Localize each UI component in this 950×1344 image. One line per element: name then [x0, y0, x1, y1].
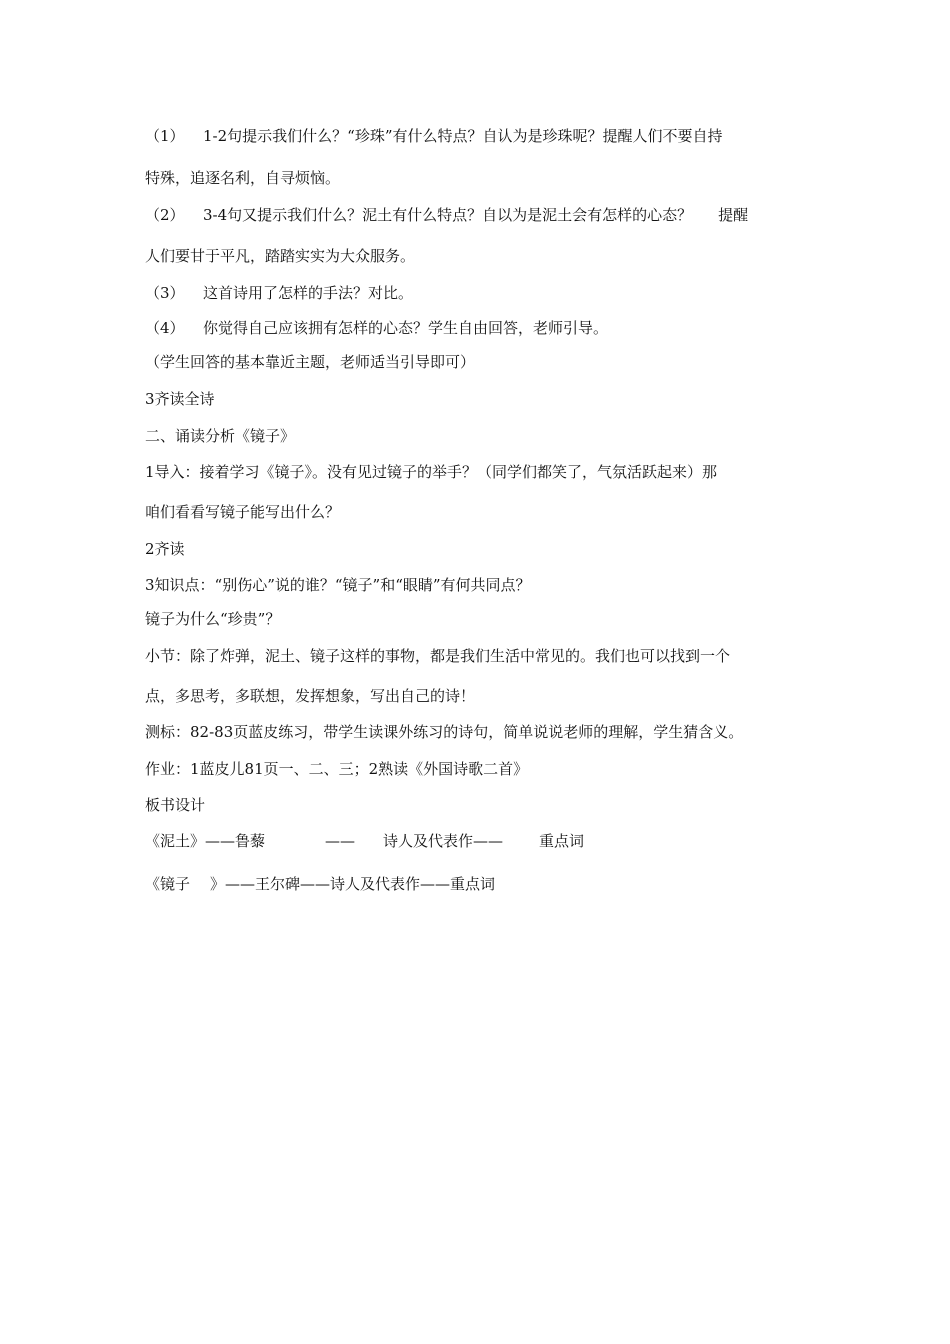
paragraph-text: 3知识点：“别伤心”说的谁？“镜子”和“眼睛”有何共同点？ [145, 576, 531, 594]
note-line [145, 352, 810, 372]
item-number: （1） [145, 127, 185, 145]
paragraph-text: 点，多思考，多联想，发挥想象，写出自己的诗！ [145, 687, 476, 705]
question-2-continuation [145, 246, 810, 266]
paragraph-text: 你觉得自己应该拥有怎样的心态？学生自由回答，老师引导。 [203, 319, 609, 337]
question-1-continuation [145, 168, 810, 188]
board-cell-title: 《泥土》——鲁藜 [145, 832, 266, 850]
board-design-heading [145, 795, 810, 815]
assessment-line [145, 722, 810, 742]
paragraph-text: 2齐读 [145, 540, 185, 558]
step-line [145, 389, 810, 409]
heading-text: 二、诵读分析《镜子》 [145, 427, 296, 445]
paragraph-text: 镜子为什么“珍贵”？ [145, 610, 281, 628]
board-cell-rest: 》——王尔碑——诗人及代表作——重点词 [210, 875, 496, 893]
item-number: （4） [145, 319, 185, 337]
board-cell-keywords: 重点词 [539, 832, 585, 850]
paragraph-text: 人们要甘于平凡，踏踏实实为大众服务。 [145, 247, 416, 265]
question-4-line [145, 318, 810, 338]
knowledge-line [145, 575, 810, 595]
summary-line [145, 646, 810, 666]
board-row-2 [145, 874, 810, 894]
paragraph-text-tail: 提醒 [718, 206, 749, 224]
paragraph-text: 作业：1蓝皮儿81页一、二、三；2熟读《外国诗歌二首》 [145, 760, 529, 778]
paragraph-text: 3齐读全诗 [145, 390, 215, 408]
board-row-1 [145, 831, 810, 851]
paragraph-text: 咱们看看写镜子能写出什么？ [145, 503, 341, 521]
paragraph-text: 这首诗用了怎样的手法？对比。 [203, 284, 414, 302]
intro-line [145, 462, 810, 482]
paragraph-text: 3-4句又提示我们什么？泥土有什么特点？自以为是泥土会有怎样的心态？ [203, 206, 693, 224]
item-number: （3） [145, 284, 185, 302]
summary-continuation [145, 686, 810, 706]
board-cell-dash: —— [325, 832, 356, 850]
knowledge-continuation [145, 609, 810, 629]
paragraph-text: 特殊，追逐名利，自寻烦恼。 [145, 169, 341, 187]
paragraph-text: （学生回答的基本靠近主题，老师适当引导即可） [145, 353, 476, 371]
paragraph-text: 测标：82-83页蓝皮练习，带学生读课外练习的诗句，简单说说老师的理解，学生猜含义。 [145, 723, 744, 741]
item-number: （2） [145, 206, 185, 224]
question-1-line [145, 126, 810, 146]
paragraph-text: 1导入：接着学习《镜子》。没有见过镜子的举手？（同学们都笑了，气氛活跃起来）那 [145, 463, 718, 481]
question-3-line [145, 283, 810, 303]
step-line [145, 539, 810, 559]
question-2-line [145, 205, 810, 225]
homework-line [145, 759, 810, 779]
intro-continuation [145, 502, 810, 522]
board-cell-title: 《镜子 [145, 875, 191, 893]
paragraph-text: 小节：除了炸弹，泥土、镜子这样的事物，都是我们生活中常见的。我们也可以找到一个 [145, 647, 731, 665]
board-cell-poet: 诗人及代表作—— [383, 832, 504, 850]
section-heading [145, 426, 810, 446]
heading-text: 板书设计 [145, 796, 206, 814]
paragraph-text: 1-2句提示我们什么？“珍珠”有什么特点？自认为是珍珠呢？提醒人们不要自持 [203, 127, 723, 145]
